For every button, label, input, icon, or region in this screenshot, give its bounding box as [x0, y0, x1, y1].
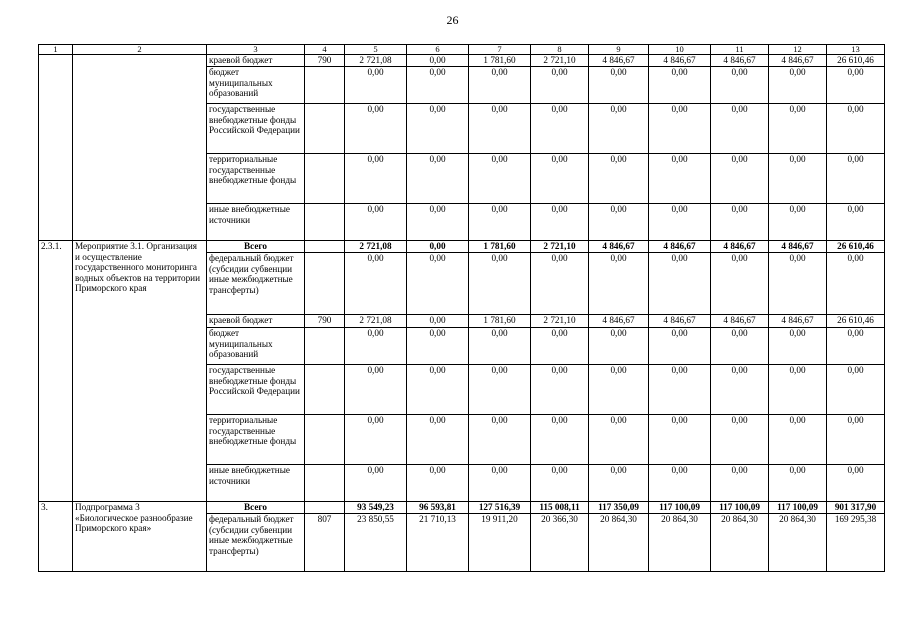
amount-cell: 0,00 — [469, 67, 531, 104]
amount-cell: 20 366,30 — [531, 514, 589, 572]
amount-cell: 26 610,46 — [827, 55, 885, 67]
amount-cell: 4 846,67 — [711, 315, 769, 328]
item-index: 2.3.1. — [39, 241, 73, 502]
amount-cell: 0,00 — [407, 328, 469, 365]
amount-cell: 0,00 — [589, 104, 649, 154]
amount-cell: 0,00 — [531, 465, 589, 502]
amount-cell: 0,00 — [345, 154, 407, 204]
amount-cell: 0,00 — [407, 415, 469, 465]
column-number: 2 — [73, 45, 207, 55]
column-number: 13 — [827, 45, 885, 55]
column-number: 6 — [407, 45, 469, 55]
budget-code — [305, 67, 345, 104]
amount-cell: 0,00 — [649, 104, 711, 154]
amount-cell: 0,00 — [531, 154, 589, 204]
amount-cell: 0,00 — [827, 415, 885, 465]
funding-table — [38, 44, 885, 572]
budget-code — [305, 328, 345, 365]
amount-cell: 0,00 — [711, 253, 769, 315]
amount-cell: 0,00 — [711, 415, 769, 465]
amount-cell: 2 721,08 — [345, 55, 407, 67]
amount-cell: 0,00 — [769, 154, 827, 204]
amount-cell: 0,00 — [769, 104, 827, 154]
amount-cell: 0,00 — [531, 67, 589, 104]
amount-cell: 0,00 — [649, 204, 711, 241]
amount-cell: 4 846,67 — [589, 241, 649, 253]
amount-cell: 169 295,38 — [827, 514, 885, 572]
item-name: Подпрограмма 3 «Биологическое разнообразие Приморского края» — [73, 502, 207, 572]
column-number: 8 — [531, 45, 589, 55]
amount-cell: 0,00 — [827, 465, 885, 502]
amount-cell: 117 350,09 — [589, 502, 649, 514]
column-number: 1 — [39, 45, 73, 55]
amount-cell: 0,00 — [769, 465, 827, 502]
amount-cell: 0,00 — [769, 415, 827, 465]
funding-source: территориальные государственные внебюджетные фонды — [207, 415, 305, 465]
amount-cell: 2 721,10 — [531, 55, 589, 67]
amount-cell: 0,00 — [469, 365, 531, 415]
amount-cell: 0,00 — [345, 204, 407, 241]
table-row — [39, 502, 885, 514]
amount-cell: 0,00 — [531, 253, 589, 315]
amount-cell: 0,00 — [469, 154, 531, 204]
amount-cell: 0,00 — [769, 253, 827, 315]
amount-cell: 4 846,67 — [769, 241, 827, 253]
amount-cell: 0,00 — [345, 104, 407, 154]
funding-source: иные внебюджетные источники — [207, 204, 305, 241]
funding-source: федеральный бюджет (субсидии субвенции иные межбюджетные трансферты) — [207, 514, 305, 572]
funding-source: территориальные государственные внебюджетные фонды — [207, 154, 305, 204]
amount-cell: 115 008,11 — [531, 502, 589, 514]
column-number: 4 — [305, 45, 345, 55]
table-row — [39, 241, 885, 253]
amount-cell: 0,00 — [649, 365, 711, 415]
amount-cell: 0,00 — [769, 204, 827, 241]
amount-cell: 4 846,67 — [769, 315, 827, 328]
amount-cell: 0,00 — [407, 253, 469, 315]
funding-source: государственные внебюджетные фонды Российской Федерации — [207, 365, 305, 415]
amount-cell: 0,00 — [827, 67, 885, 104]
amount-cell: 901 317,90 — [827, 502, 885, 514]
amount-cell: 0,00 — [345, 465, 407, 502]
amount-cell: 0,00 — [469, 253, 531, 315]
amount-cell: 2 721,10 — [531, 315, 589, 328]
amount-cell: 0,00 — [531, 328, 589, 365]
page-number: 26 — [446, 13, 459, 27]
amount-cell: 0,00 — [711, 104, 769, 154]
amount-cell: 0,00 — [711, 67, 769, 104]
column-number: 3 — [207, 45, 305, 55]
amount-cell: 0,00 — [649, 67, 711, 104]
column-number-row — [39, 45, 885, 55]
amount-cell: 0,00 — [345, 67, 407, 104]
column-number: 12 — [769, 45, 827, 55]
amount-cell: 23 850,55 — [345, 514, 407, 572]
funding-source: иные внебюджетные источники — [207, 465, 305, 502]
amount-cell: 0,00 — [469, 204, 531, 241]
funding-source: Всего — [207, 502, 305, 514]
amount-cell: 0,00 — [531, 204, 589, 241]
amount-cell: 0,00 — [407, 204, 469, 241]
budget-code — [305, 465, 345, 502]
amount-cell: 0,00 — [589, 154, 649, 204]
amount-cell: 4 846,67 — [589, 315, 649, 328]
amount-cell: 4 846,67 — [649, 315, 711, 328]
amount-cell: 93 549,23 — [345, 502, 407, 514]
amount-cell: 0,00 — [589, 67, 649, 104]
amount-cell: 117 100,09 — [711, 502, 769, 514]
item-index: 3. — [39, 502, 73, 572]
amount-cell: 117 100,09 — [769, 502, 827, 514]
amount-cell: 19 911,20 — [469, 514, 531, 572]
amount-cell: 0,00 — [649, 328, 711, 365]
budget-code — [305, 241, 345, 253]
amount-cell: 0,00 — [407, 104, 469, 154]
budget-code: 790 — [305, 55, 345, 67]
amount-cell: 0,00 — [407, 465, 469, 502]
funding-source: государственные внебюджетные фонды Российской Федерации — [207, 104, 305, 154]
amount-cell: 1 781,60 — [469, 315, 531, 328]
amount-cell: 0,00 — [407, 55, 469, 67]
budget-code: 790 — [305, 315, 345, 328]
amount-cell: 0,00 — [827, 104, 885, 154]
amount-cell: 2 721,08 — [345, 315, 407, 328]
budget-code — [305, 415, 345, 465]
amount-cell: 0,00 — [649, 415, 711, 465]
amount-cell: 20 864,30 — [769, 514, 827, 572]
amount-cell: 0,00 — [827, 365, 885, 415]
budget-code: 807 — [305, 514, 345, 572]
funding-source: краевой бюджет — [207, 55, 305, 67]
table-row — [39, 55, 885, 67]
amount-cell: 0,00 — [649, 253, 711, 315]
budget-code — [305, 104, 345, 154]
amount-cell: 0,00 — [769, 328, 827, 365]
amount-cell: 0,00 — [469, 104, 531, 154]
amount-cell: 26 610,46 — [827, 241, 885, 253]
amount-cell: 20 864,30 — [649, 514, 711, 572]
amount-cell: 20 864,30 — [589, 514, 649, 572]
table-body — [39, 45, 885, 572]
amount-cell: 0,00 — [345, 415, 407, 465]
amount-cell: 0,00 — [589, 204, 649, 241]
amount-cell: 0,00 — [469, 415, 531, 465]
amount-cell: 0,00 — [769, 67, 827, 104]
amount-cell: 26 610,46 — [827, 315, 885, 328]
amount-cell: 4 846,67 — [711, 55, 769, 67]
amount-cell: 0,00 — [531, 104, 589, 154]
amount-cell: 4 846,67 — [711, 241, 769, 253]
column-number: 9 — [589, 45, 649, 55]
amount-cell: 0,00 — [589, 328, 649, 365]
item-name — [73, 55, 207, 241]
amount-cell: 21 710,13 — [407, 514, 469, 572]
amount-cell: 1 781,60 — [469, 241, 531, 253]
amount-cell: 4 846,67 — [649, 55, 711, 67]
amount-cell: 0,00 — [649, 154, 711, 204]
amount-cell: 2 721,10 — [531, 241, 589, 253]
amount-cell: 0,00 — [469, 328, 531, 365]
budget-code — [305, 204, 345, 241]
funding-source: федеральный бюджет (субсидии субвенции иные межбюджетные трансферты) — [207, 253, 305, 315]
amount-cell: 0,00 — [345, 365, 407, 415]
amount-cell: 4 846,67 — [649, 241, 711, 253]
funding-source: бюджет муниципальных образований — [207, 67, 305, 104]
amount-cell: 0,00 — [711, 465, 769, 502]
amount-cell: 96 593,81 — [407, 502, 469, 514]
item-name: Мероприятие 3.1. Организация и осуществление государственного мониторинга водных объектов на территории Приморского края — [73, 241, 207, 502]
amount-cell: 0,00 — [407, 241, 469, 253]
amount-cell: 1 781,60 — [469, 55, 531, 67]
amount-cell: 0,00 — [711, 204, 769, 241]
amount-cell: 0,00 — [711, 154, 769, 204]
column-number: 5 — [345, 45, 407, 55]
amount-cell: 2 721,08 — [345, 241, 407, 253]
funding-source: Всего — [207, 241, 305, 253]
amount-cell: 0,00 — [827, 253, 885, 315]
amount-cell: 0,00 — [827, 154, 885, 204]
amount-cell: 0,00 — [589, 465, 649, 502]
amount-cell: 20 864,30 — [711, 514, 769, 572]
amount-cell: 117 100,09 — [649, 502, 711, 514]
amount-cell: 0,00 — [827, 328, 885, 365]
amount-cell: 0,00 — [589, 415, 649, 465]
budget-code — [305, 365, 345, 415]
amount-cell: 0,00 — [407, 67, 469, 104]
amount-cell: 0,00 — [469, 465, 531, 502]
amount-cell: 0,00 — [407, 315, 469, 328]
budget-code — [305, 154, 345, 204]
amount-cell: 0,00 — [589, 365, 649, 415]
amount-cell: 0,00 — [769, 365, 827, 415]
amount-cell: 0,00 — [649, 465, 711, 502]
amount-cell: 4 846,67 — [589, 55, 649, 67]
amount-cell: 0,00 — [345, 253, 407, 315]
amount-cell: 127 516,39 — [469, 502, 531, 514]
amount-cell: 0,00 — [407, 154, 469, 204]
column-number: 10 — [649, 45, 711, 55]
amount-cell: 0,00 — [531, 365, 589, 415]
amount-cell: 0,00 — [711, 328, 769, 365]
amount-cell: 0,00 — [589, 253, 649, 315]
amount-cell: 0,00 — [531, 415, 589, 465]
funding-source: бюджет муниципальных образований — [207, 328, 305, 365]
budget-code — [305, 253, 345, 315]
amount-cell: 0,00 — [827, 204, 885, 241]
item-index — [39, 55, 73, 241]
amount-cell: 0,00 — [407, 365, 469, 415]
amount-cell: 0,00 — [345, 328, 407, 365]
budget-code — [305, 502, 345, 514]
funding-source: краевой бюджет — [207, 315, 305, 328]
amount-cell: 0,00 — [711, 365, 769, 415]
column-number: 11 — [711, 45, 769, 55]
column-number: 7 — [469, 45, 531, 55]
amount-cell: 4 846,67 — [769, 55, 827, 67]
